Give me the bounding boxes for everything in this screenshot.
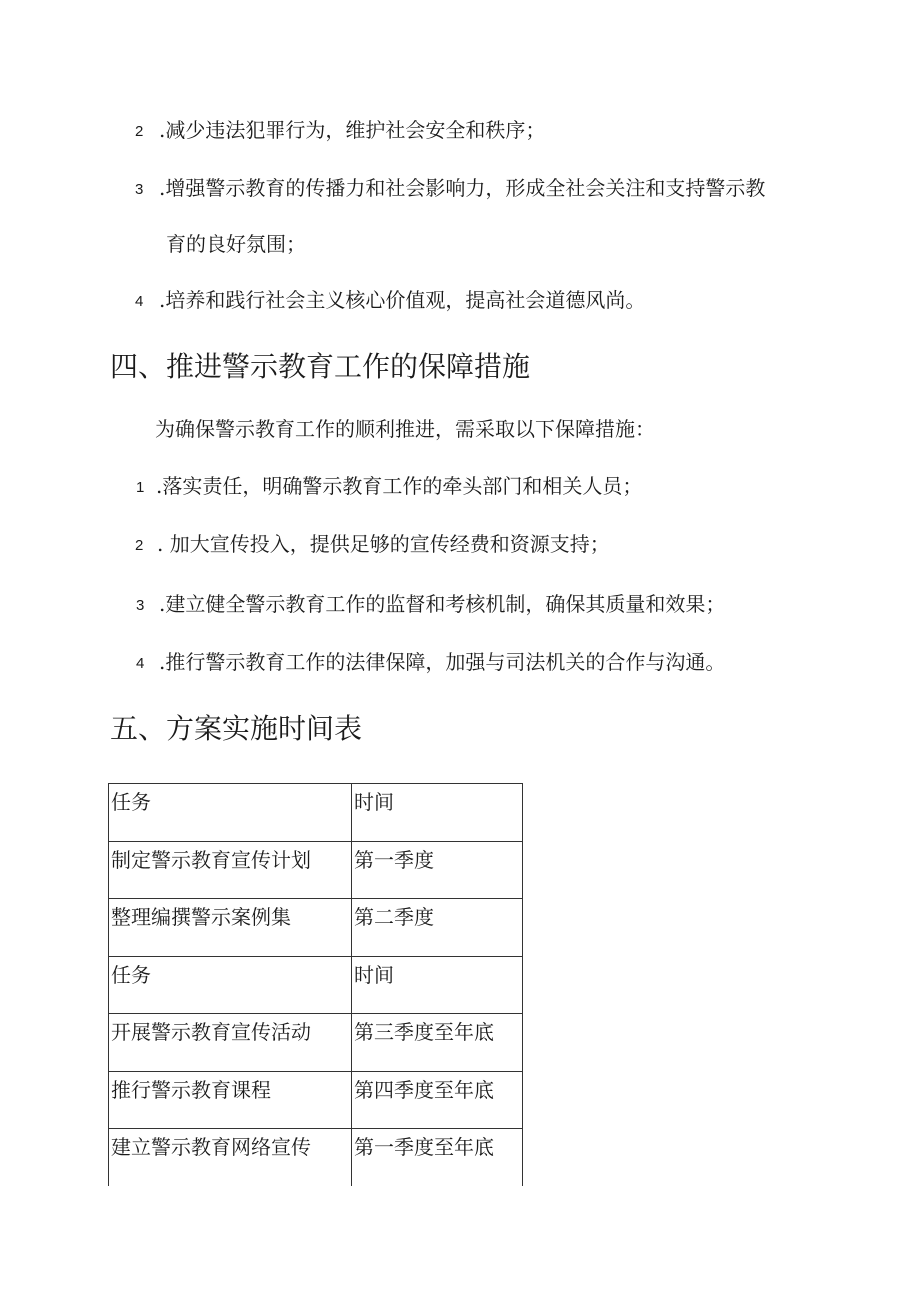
time-cell: 第三季度至年底	[352, 1014, 523, 1072]
table-row	[109, 1129, 523, 1187]
list-number: 2	[135, 537, 144, 554]
table-row	[109, 784, 523, 842]
time-cell: 第四季度至年底	[352, 1071, 523, 1129]
task-cell: 任务	[109, 784, 352, 842]
task-cell: 建立警示教育网络宣传	[109, 1129, 352, 1187]
list-text: .落实责任，明确警示教育工作的牵头部门和相关人员；	[156, 474, 643, 498]
task-cell: 开展警示教育宣传活动	[109, 1014, 352, 1072]
schedule-table	[108, 783, 523, 1186]
table-row	[109, 841, 523, 899]
list-number: 3	[136, 597, 145, 614]
list-number: 4	[135, 293, 144, 310]
table-row	[109, 1014, 523, 1072]
list-text: .增强警示教育的传播力和社会影响力，形成全社会关注和支持警示教	[159, 176, 766, 200]
table-row	[109, 956, 523, 1014]
list-text: .推行警示教育工作的法律保障，加强与司法机关的合作与沟通。	[159, 650, 726, 674]
section-5-heading: 五、方案实施时间表	[110, 712, 363, 745]
list-number: 2	[135, 123, 144, 140]
table-row	[109, 1071, 523, 1129]
table-row	[109, 899, 523, 957]
list-text: .建立健全警示教育工作的监督和考核机制，确保其质量和效果；	[159, 592, 726, 616]
time-cell: 第一季度至年底	[352, 1129, 523, 1187]
list-number: 1	[136, 479, 145, 496]
task-cell: 整理编撰警示案例集	[109, 899, 352, 957]
list-text: .培养和践行社会主义核心价值观，提高社会道德风尚。	[159, 288, 646, 312]
list-text: .减少违法犯罪行为，维护社会安全和秩序；	[159, 118, 546, 142]
list-text-continuation: 育的良好氛围；	[166, 232, 306, 256]
time-cell: 时间	[352, 784, 523, 842]
task-cell: 任务	[109, 956, 352, 1014]
section-4-intro: 为确保警示教育工作的顺利推进，需采取以下保障措施：	[155, 417, 655, 441]
task-cell: 推行警示教育课程	[109, 1071, 352, 1129]
list-text: . 加大宣传投入，提供足够的宣传经费和资源支持；	[157, 532, 610, 556]
task-cell: 制定警示教育宣传计划	[109, 841, 352, 899]
time-cell: 时间	[352, 956, 523, 1014]
time-cell: 第一季度	[352, 841, 523, 899]
list-number: 3	[135, 181, 144, 198]
time-cell: 第二季度	[352, 899, 523, 957]
list-number: 4	[136, 655, 145, 672]
section-4-heading: 四、推进警示教育工作的保障措施	[110, 350, 531, 383]
